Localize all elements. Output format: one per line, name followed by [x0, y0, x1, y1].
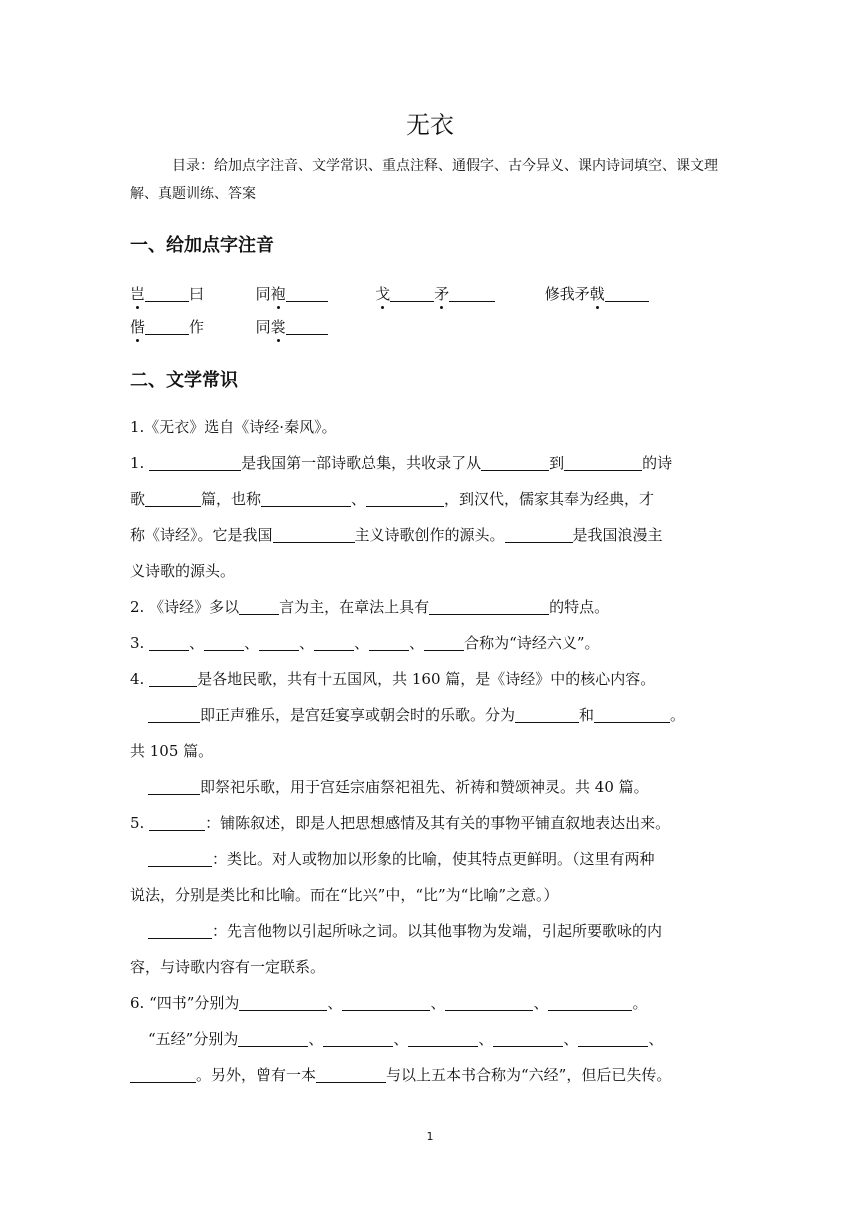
answer-blank[interactable] — [493, 1028, 563, 1047]
section-heading-pronunciation: 一、给加点字注音 — [130, 235, 274, 256]
answer-blank[interactable] — [314, 632, 354, 651]
text-line: 2. 《诗经》多以 言为主，在章法上具有 的特点。 — [130, 598, 610, 616]
answer-blank[interactable] — [578, 1028, 648, 1047]
answer-blank[interactable] — [481, 452, 549, 471]
answer-blank[interactable] — [261, 488, 351, 507]
answer-blank[interactable] — [505, 524, 573, 543]
answer-blank[interactable] — [390, 283, 434, 302]
answer-blank[interactable] — [594, 704, 670, 723]
answer-blank[interactable] — [408, 1028, 478, 1047]
text-line: 说法，分别是类比和比喻。而在“比兴”中，“比”为“比喻”之意。） — [130, 886, 559, 904]
answer-blank[interactable] — [366, 488, 444, 507]
pronunciation-row-2: 偕 作 同裳 — [130, 313, 328, 341]
text-line: 6. “四书”分别为 、 、 、 。 — [130, 994, 648, 1012]
answer-blank[interactable] — [239, 992, 327, 1011]
table-of-contents: 目录：给加点字注音、文学常识、重点注释、通假字、古今异义、课内诗词填空、课文理解、真题训练、答案 — [130, 158, 718, 202]
answer-blank[interactable] — [149, 632, 189, 651]
answer-blank[interactable] — [204, 632, 244, 651]
text-line: 即正声雅乐，是宫廷宴享或朝会时的乐歌。分为 和 。 — [148, 701, 685, 729]
answer-blank[interactable] — [605, 283, 649, 302]
answer-blank[interactable] — [145, 283, 189, 302]
text-line: 3. 、 、 、 、 、 合称为“诗经六义”。 — [130, 634, 600, 652]
answer-blank[interactable] — [239, 596, 279, 615]
answer-blank[interactable] — [148, 920, 212, 939]
text-line: 容，与诗歌内容有一定联系。 — [130, 958, 326, 976]
text-line: 歌 篇，也称 、 ，到汉代，儒家其奉为经典，才 — [130, 490, 655, 508]
answer-blank[interactable] — [424, 632, 464, 651]
answer-blank[interactable] — [515, 704, 579, 723]
answer-blank[interactable] — [149, 812, 205, 831]
text-line: ：类比。对人或物加以形象的比喻，使其特点更鲜明。（这里有两种 — [148, 845, 655, 873]
answer-blank[interactable] — [286, 283, 328, 302]
answer-blank[interactable] — [316, 1064, 386, 1083]
section-heading-literature: 二、文学常识 — [130, 370, 238, 391]
answer-blank[interactable] — [148, 776, 200, 795]
answer-blank[interactable] — [286, 316, 328, 335]
page-number: 1 — [426, 1130, 434, 1143]
answer-blank[interactable] — [149, 452, 241, 471]
answer-blank[interactable] — [145, 488, 201, 507]
text-line: ：先言他物以引起所咏之词。以其他事物为发端，引起所要歌咏的内 — [148, 917, 662, 945]
answer-blank[interactable] — [145, 316, 189, 335]
text-line: 称《诗经》。它是我国 主义诗歌创作的源头。 是我国浪漫主 — [130, 526, 663, 544]
text-line: 义诗歌的源头。 — [130, 562, 236, 580]
answer-blank[interactable] — [564, 452, 642, 471]
answer-blank[interactable] — [259, 632, 299, 651]
answer-blank[interactable] — [342, 992, 430, 1011]
text-line: 1. 是我国第一部诗歌总集，共收录了从 到 的诗 — [130, 454, 673, 472]
answer-blank[interactable] — [445, 992, 533, 1011]
answer-blank[interactable] — [148, 704, 200, 723]
answer-blank[interactable] — [429, 596, 549, 615]
text-line: 4. 是各地民歌，共有十五国风，共 160 篇，是《诗经》中的核心内容。 — [130, 670, 656, 688]
text-line: 共 105 篇。 — [130, 742, 214, 760]
answer-blank[interactable] — [148, 848, 212, 867]
text-line: 即祭祀乐歌，用于宫廷宗庙祭祀祖先、祈祷和赞颂神灵。共 40 篇。 — [148, 773, 649, 801]
answer-blank[interactable] — [548, 992, 632, 1011]
page-title: 无衣 — [406, 111, 454, 139]
answer-blank[interactable] — [130, 1064, 196, 1083]
text-line: “五经”分别为 、 、 、 、 、 — [148, 1030, 664, 1048]
answer-blank[interactable] — [449, 283, 495, 302]
text-line: 1.《无衣》选自《诗经·秦风》。 — [130, 418, 337, 436]
text-line: 。另外，曾有一本 与以上五本书合称为“六经”，但后已失传。 — [130, 1061, 671, 1089]
answer-blank[interactable] — [369, 632, 409, 651]
pronunciation-row-1: 岂 曰 同袍 戈 矛 修我矛戟 — [130, 280, 649, 308]
answer-blank[interactable] — [323, 1028, 393, 1047]
answer-blank[interactable] — [273, 524, 355, 543]
answer-blank[interactable] — [238, 1028, 308, 1047]
text-line: 5. ：铺陈叙述，即是人把思想感情及其有关的事物平铺直叙地表达出来。 — [130, 814, 671, 832]
answer-blank[interactable] — [149, 668, 197, 687]
